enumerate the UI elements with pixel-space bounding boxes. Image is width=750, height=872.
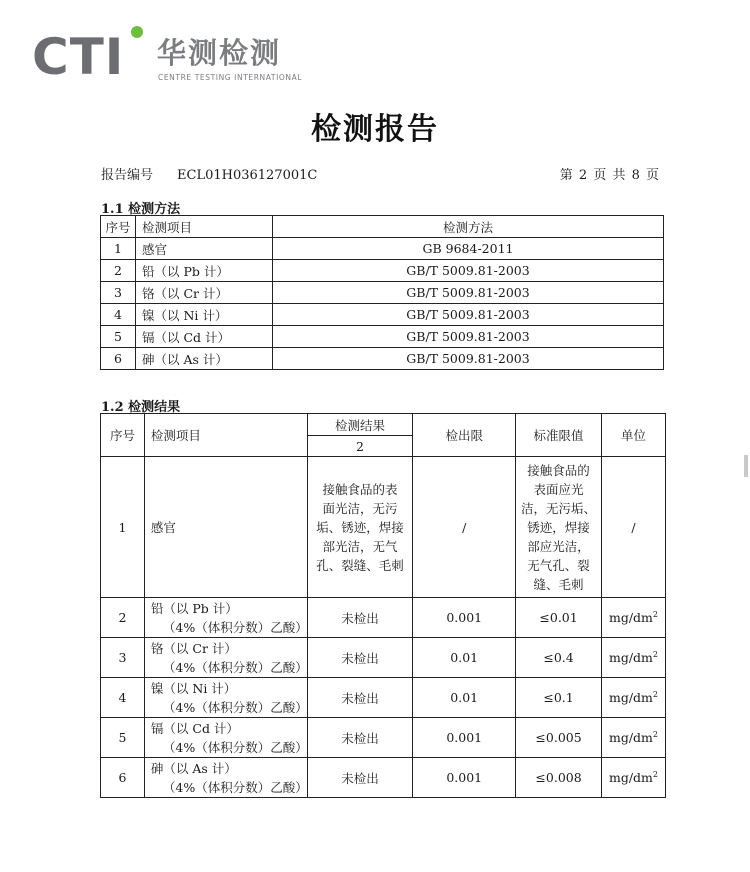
result-row-result: 未检出 xyxy=(307,718,413,758)
result-row-item-name: 铬（以 Cr 计） xyxy=(150,640,237,656)
report-number-label: 报告编号 xyxy=(101,168,154,183)
result-row-item-medium: （4%（体积分数）乙酸） xyxy=(162,779,308,795)
method-row-item: 镍（以 Ni 计） xyxy=(136,304,273,326)
results-header-unit: 单位 xyxy=(602,414,666,457)
table-row xyxy=(101,348,664,370)
text-line: 缝、毛刺 xyxy=(533,576,584,592)
result-row-unit xyxy=(602,638,666,678)
method-row-standard: GB/T 5009.81-2003 xyxy=(273,304,664,326)
text-line: 孔、裂缝、毛刺 xyxy=(316,557,404,573)
method-row-no: 3 xyxy=(101,282,136,304)
result-row-no: 5 xyxy=(101,718,145,758)
methods-header-cell: 序号 xyxy=(101,216,136,238)
results-header-sample: 2 xyxy=(307,436,413,457)
text-line: 部光洁，无气 xyxy=(322,538,398,554)
results-header-no: 序号 xyxy=(101,414,145,457)
result-row-no: 4 xyxy=(101,678,145,718)
unit-exponent: 2 xyxy=(652,649,658,659)
methods-header-row xyxy=(101,216,664,238)
results-header-result: 检测结果 xyxy=(307,414,413,436)
result-row-standard: ≤0.01 xyxy=(516,598,602,638)
company-logo xyxy=(32,26,303,88)
report-number xyxy=(101,164,317,183)
sensory-no: 1 xyxy=(101,457,145,598)
result-row-item-name: 砷（以 As 计） xyxy=(150,760,237,776)
result-row-standard: ≤0.005 xyxy=(516,718,602,758)
table-row xyxy=(101,758,666,798)
method-row-standard: GB/T 5009.81-2003 xyxy=(273,282,664,304)
text-line: 锈迹，焊接 xyxy=(527,519,590,535)
result-row-result: 未检出 xyxy=(307,598,413,638)
method-row-item: 镉（以 Cd 计） xyxy=(136,326,273,348)
result-row-item xyxy=(144,638,307,678)
logo-green-dot xyxy=(131,26,143,38)
text-line: 部应光洁， xyxy=(527,538,590,554)
table-row xyxy=(101,638,666,678)
text-line: 洁，无污垢、 xyxy=(521,500,597,516)
section-title-results: 1.2 检测结果 xyxy=(101,400,181,415)
method-row-item: 砷（以 As 计） xyxy=(136,348,273,370)
unit-base: mg/dm xyxy=(608,650,653,666)
sensory-limit: / xyxy=(413,457,516,598)
sensory-unit: / xyxy=(602,457,666,598)
result-row-item-name: 镍（以 Ni 计） xyxy=(150,680,237,696)
result-row-item xyxy=(144,678,307,718)
document-title: 检测报告 xyxy=(311,112,439,147)
scan-edge-mark xyxy=(744,455,748,477)
report-number-value: ECL01H036127001C xyxy=(177,168,318,183)
result-row-limit: 0.001 xyxy=(413,758,516,798)
method-row-standard: GB/T 5009.81-2003 xyxy=(273,260,664,282)
table-row xyxy=(101,238,664,260)
text-line: 接触食品的 xyxy=(527,462,590,478)
method-row-standard: GB/T 5009.81-2003 xyxy=(273,348,664,370)
table-row xyxy=(101,326,664,348)
table-row xyxy=(101,718,666,758)
table-row xyxy=(101,678,666,718)
text-line: 无气孔、裂 xyxy=(527,557,590,573)
result-row-no: 2 xyxy=(101,598,145,638)
sensory-item: 感官 xyxy=(144,457,307,598)
unit-base: mg/dm xyxy=(608,610,653,626)
table-row xyxy=(101,598,666,638)
result-row-item xyxy=(144,718,307,758)
result-row-unit xyxy=(602,678,666,718)
table-row xyxy=(101,282,664,304)
method-row-item: 铅（以 Pb 计） xyxy=(136,260,273,282)
result-row-standard: ≤0.008 xyxy=(516,758,602,798)
unit-exponent: 2 xyxy=(652,609,658,619)
methods-header-cell: 检测方法 xyxy=(273,216,664,238)
result-row-item-medium: （4%（体积分数）乙酸） xyxy=(162,659,308,675)
unit-base: mg/dm xyxy=(608,730,653,746)
result-row-limit: 0.01 xyxy=(413,678,516,718)
unit-exponent: 2 xyxy=(652,729,658,739)
result-row-standard: ≤0.4 xyxy=(516,638,602,678)
result-row-unit xyxy=(602,598,666,638)
result-row-item-medium: （4%（体积分数）乙酸） xyxy=(162,739,308,755)
result-row-no: 3 xyxy=(101,638,145,678)
method-row-no: 2 xyxy=(101,260,136,282)
results-table xyxy=(100,413,666,798)
result-row-item-name: 铅（以 Pb 计） xyxy=(150,600,238,616)
method-row-standard: GB/T 5009.81-2003 xyxy=(273,326,664,348)
results-header-limit: 检出限 xyxy=(413,414,516,457)
sensory-standard xyxy=(516,457,602,598)
page-indicator: 第 2 页 共 8 页 xyxy=(559,168,660,183)
method-row-standard: GB 9684-2011 xyxy=(273,238,664,260)
result-row-item xyxy=(144,758,307,798)
result-row-item xyxy=(144,598,307,638)
section-title-methods: 1.1 检测方法 xyxy=(101,202,181,217)
methods-header-cell: 检测项目 xyxy=(136,216,273,238)
methods-table xyxy=(100,215,664,370)
table-row xyxy=(101,260,664,282)
method-row-item: 铬（以 Cr 计） xyxy=(136,282,273,304)
result-row-limit: 0.01 xyxy=(413,638,516,678)
result-row-item-medium: （4%（体积分数）乙酸） xyxy=(162,699,308,715)
logo-cti-text: CTI xyxy=(32,28,125,86)
result-row-result: 未检出 xyxy=(307,678,413,718)
sensory-result xyxy=(307,457,413,598)
unit-exponent: 2 xyxy=(652,769,658,779)
result-row-limit: 0.001 xyxy=(413,598,516,638)
result-row-result: 未检出 xyxy=(307,638,413,678)
method-row-no: 5 xyxy=(101,326,136,348)
logo-english-text: CENTRE TESTING INTERNATIONAL xyxy=(158,73,303,82)
results-header-standard: 标准限值 xyxy=(516,414,602,457)
result-row-limit: 0.001 xyxy=(413,718,516,758)
result-row-result: 未检出 xyxy=(307,758,413,798)
text-line: 接触食品的表 xyxy=(322,481,398,497)
unit-base: mg/dm xyxy=(608,690,653,706)
unit-exponent: 2 xyxy=(652,689,658,699)
text-line: 垢、锈迹，焊接 xyxy=(316,519,404,535)
result-row-item-name: 镉（以 Cd 计） xyxy=(150,720,239,736)
results-header-item: 检测项目 xyxy=(144,414,307,457)
result-row-unit xyxy=(602,758,666,798)
result-row-standard: ≤0.1 xyxy=(516,678,602,718)
method-row-no: 6 xyxy=(101,348,136,370)
table-row xyxy=(101,304,664,326)
logo-chinese-text: 华测检测 xyxy=(157,36,282,70)
text-line: 面光洁，无污 xyxy=(322,500,398,516)
method-row-no: 1 xyxy=(101,238,136,260)
method-row-no: 4 xyxy=(101,304,136,326)
result-row-unit xyxy=(602,718,666,758)
unit-base: mg/dm xyxy=(608,770,653,786)
result-row-item-medium: （4%（体积分数）乙酸） xyxy=(162,619,308,635)
text-line: 表面应光 xyxy=(533,481,584,497)
result-row-no: 6 xyxy=(101,758,145,798)
method-row-item: 感官 xyxy=(136,238,273,260)
